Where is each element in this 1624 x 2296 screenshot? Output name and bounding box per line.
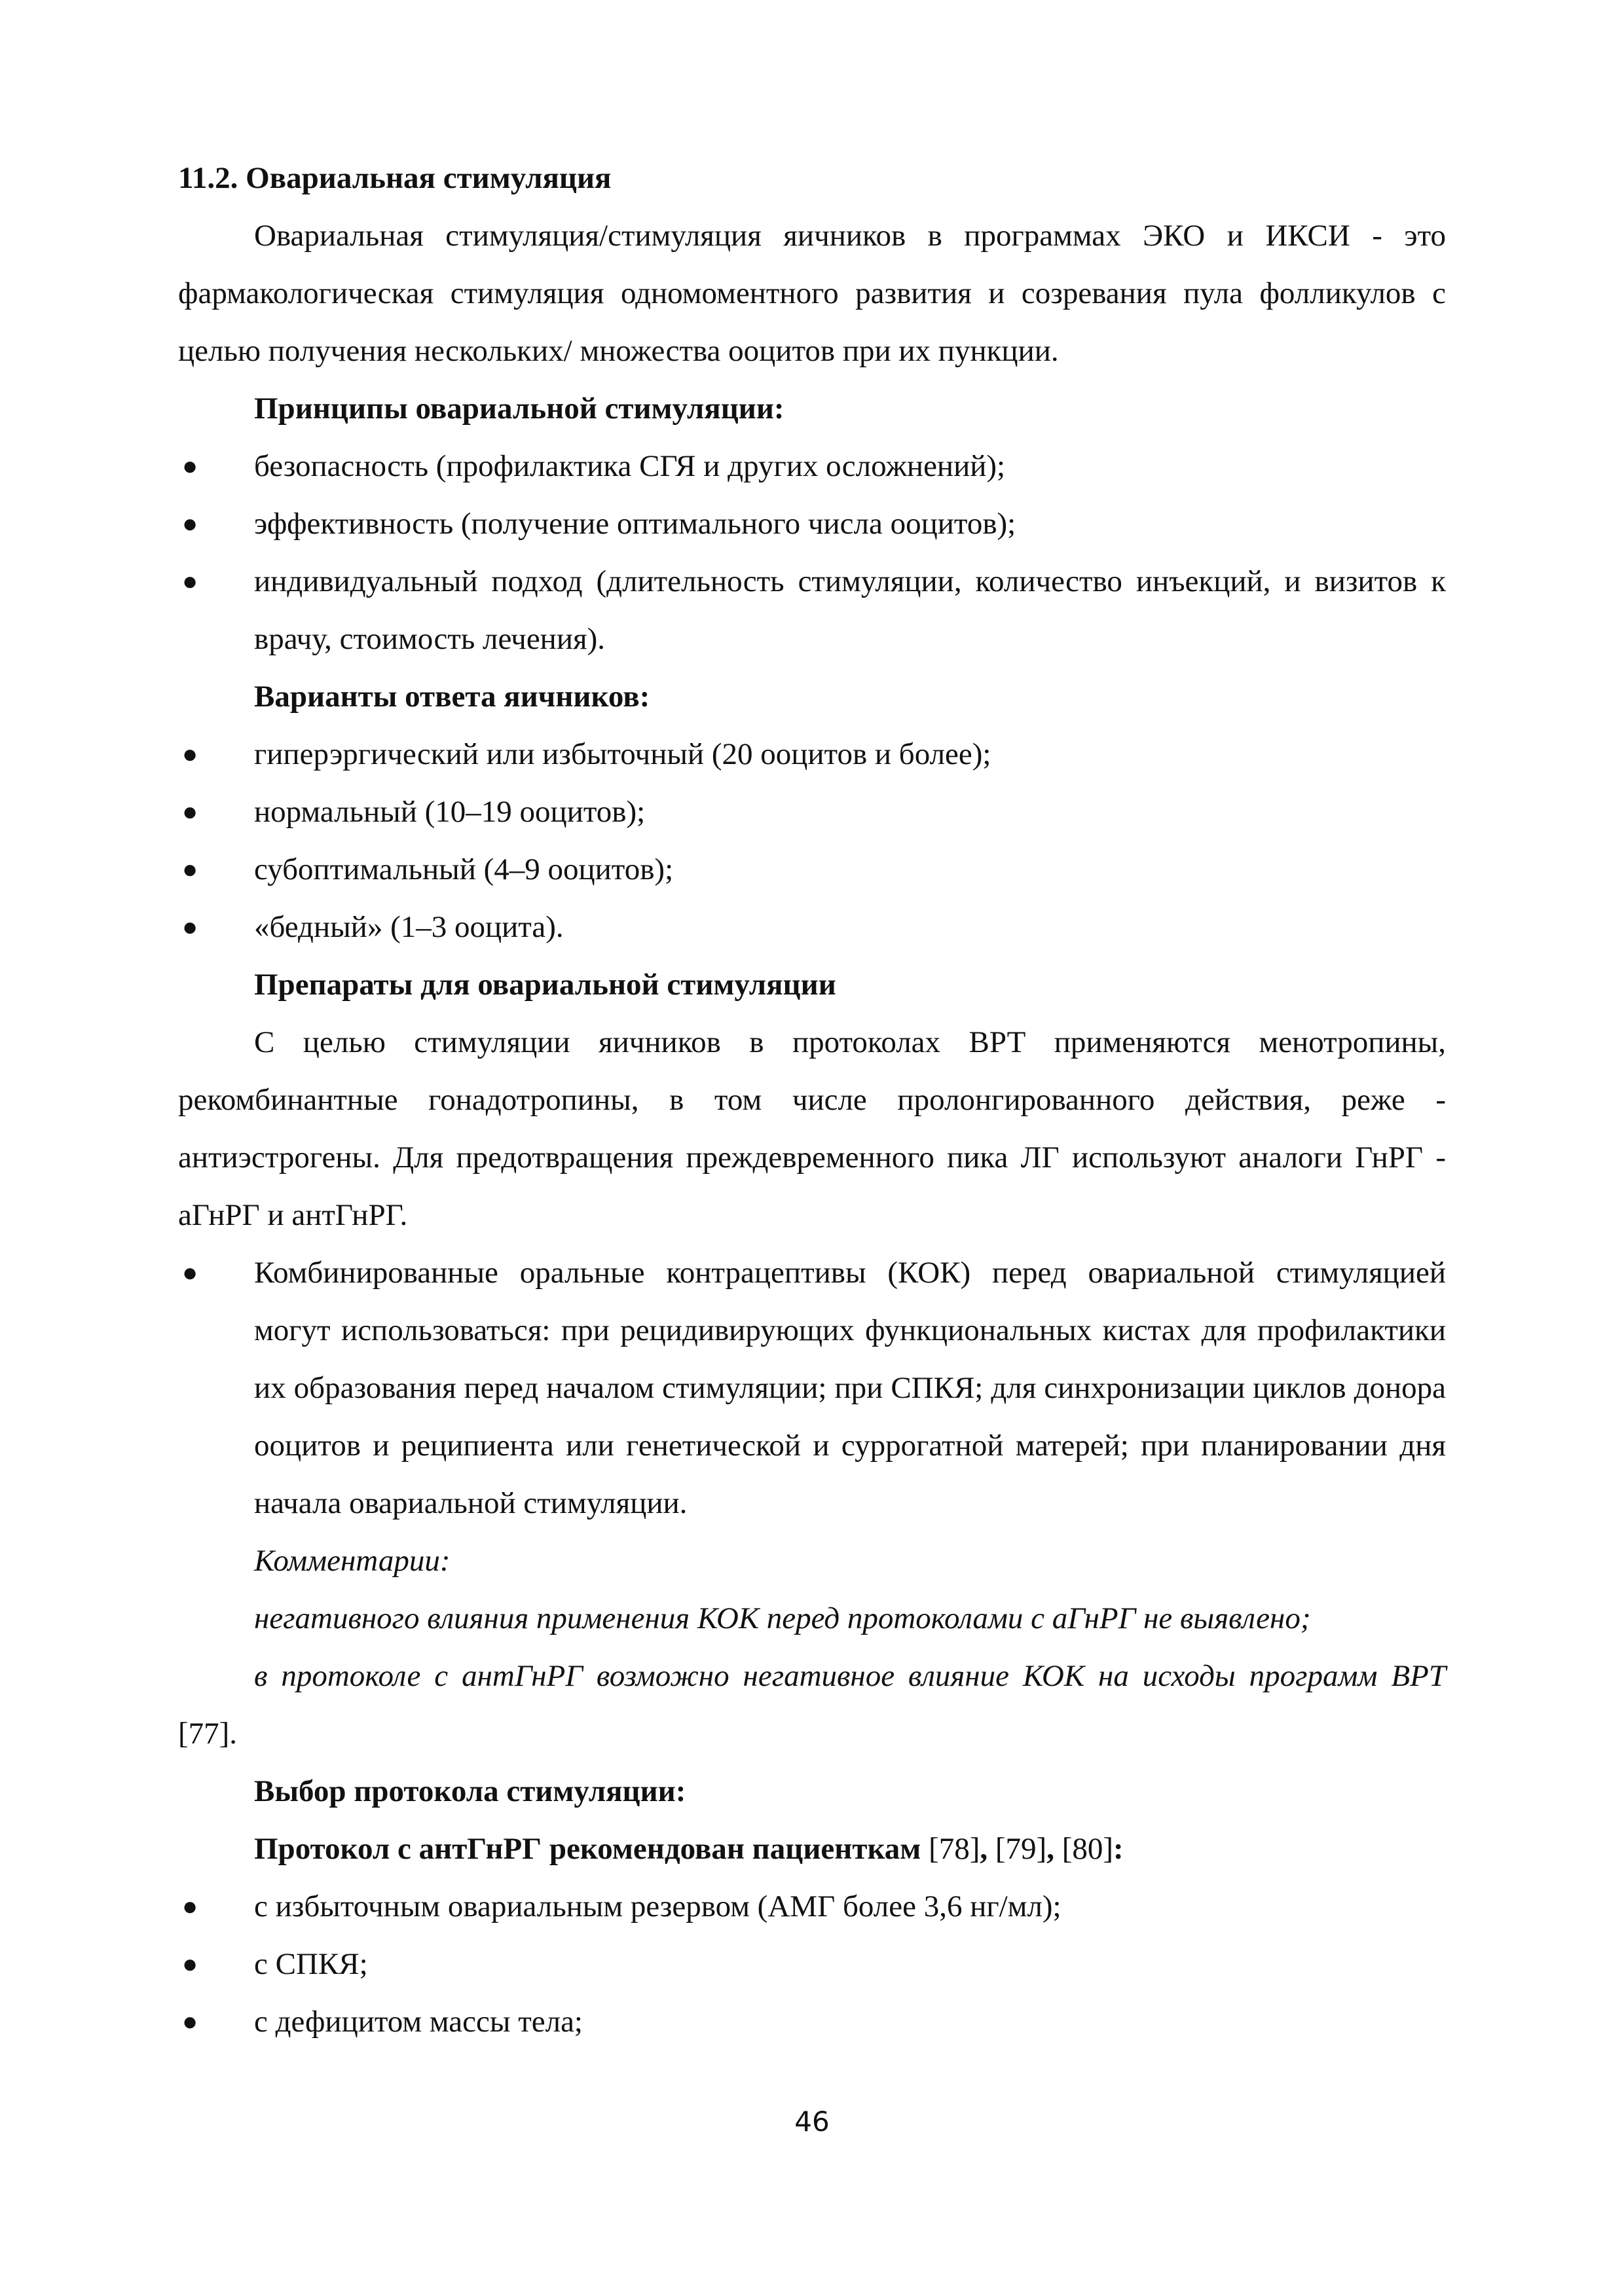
reference-79: [79] xyxy=(995,1832,1047,1866)
bullet-icon: ● xyxy=(182,451,198,481)
recommendation-colon: : xyxy=(1113,1832,1124,1866)
comments-label: Комментарии: xyxy=(254,1544,451,1578)
list-item: ● гиперэргический или избыточный (20 ооцитов и более); xyxy=(178,725,1446,783)
list-item: ● с избыточным овариальным резервом (АМГ более 3,6 нг/мл); xyxy=(178,1878,1446,1935)
document-page xyxy=(178,149,1446,2050)
bullet-icon: ● xyxy=(182,1891,198,1921)
bullet-icon: ● xyxy=(182,797,198,826)
ref-separator: , xyxy=(1046,1832,1054,1866)
page-number: 46 xyxy=(794,2105,830,2138)
comment-2-reference: [77]. xyxy=(178,1717,238,1751)
list-item: ● эффективность (получение оптимального числа ооцитов); xyxy=(178,495,1446,553)
bullet-icon: ● xyxy=(182,1949,198,1978)
bullet-icon: ● xyxy=(182,509,198,538)
list-item: ● «бедный» (1–3 ооцита). xyxy=(178,898,1446,956)
comment-2 xyxy=(178,1647,1446,1762)
reference-78: [78] xyxy=(929,1832,980,1866)
list-item: ● с СПКЯ; xyxy=(178,1935,1446,1993)
response-list xyxy=(178,725,1446,956)
bullet-icon: ● xyxy=(182,566,198,596)
ref-separator: , xyxy=(980,1832,988,1866)
section-title: 11.2. Овариальная стимуляция xyxy=(178,161,612,195)
list-item: ● Комбинированные оральные контрацептивы (КОК) перед овариальной стимуляцией могут использоваться: при рецидивирующих функциональных кистах для профилактики их образования перед началом стимуляции; при СПКЯ; для синхронизации циклов донора ооцитов и реципиента или генетической и суррогатной матерей; при планировании дня начала овариальной стимуляции. xyxy=(178,1244,1446,1532)
comment-1: негативного влияния применения КОК перед протоколами с аГнРГ не выявлено; xyxy=(254,1601,1311,1635)
bullet-icon: ● xyxy=(182,912,198,941)
intro-paragraph: Овариальная стимуляция/стимуляция яичников в программах ЭКО и ИКСИ - это фармакологическая стимуляция одномоментного развития и созревания пула фолликулов с целью получения нескольких/ множества ооцитов при их пункции. xyxy=(178,219,1446,368)
bullet-icon: ● xyxy=(182,739,198,769)
drugs-list xyxy=(178,1244,1446,1532)
protocol-title: Выбор протокола стимуляции: xyxy=(254,1774,686,1808)
list-item: ● нормальный (10–19 ооцитов); xyxy=(178,783,1446,841)
reference-80: [80] xyxy=(1061,1832,1114,1866)
response-title: Варианты ответа яичников: xyxy=(254,680,650,714)
list-item: ● субоптимальный (4–9 ооцитов); xyxy=(178,841,1446,898)
list-item: ● индивидуальный подход (длительность стимуляции, количество инъекций, и визитов к врачу, стоимость лечения). xyxy=(178,553,1446,668)
bullet-icon: ● xyxy=(182,2007,198,2036)
bullet-icon: ● xyxy=(182,854,198,884)
comment-2-text: в протоколе с антГнРГ возможно негативное влияние КОК на исходы программ ВРТ xyxy=(254,1659,1446,1693)
list-item: ● безопасность (профилактика СГЯ и других осложнений); xyxy=(178,437,1446,495)
list-item: ● с дефицитом массы тела; xyxy=(178,1993,1446,2050)
bullet-icon: ● xyxy=(182,1258,198,1287)
drugs-paragraph: С целью стимуляции яичников в протоколах ВРТ применяются менотропины, рекомбинантные гонадотропины, в том числе пролонгированного действия, реже - антиэстрогены. Для предотвращения преждевременного пика ЛГ используют аналоги ГнРГ - аГнРГ и антГнРГ. xyxy=(178,1025,1446,1232)
recommendation-text: Протокол с антГнРГ рекомендован пациенткам xyxy=(254,1832,921,1866)
principles-title: Принципы овариальной стимуляции: xyxy=(254,392,784,426)
drugs-title: Препараты для овариальной стимуляции xyxy=(254,968,836,1002)
principles-list xyxy=(178,437,1446,668)
protocol-recommendation xyxy=(178,1820,1446,1878)
protocol-list xyxy=(178,1878,1446,2050)
